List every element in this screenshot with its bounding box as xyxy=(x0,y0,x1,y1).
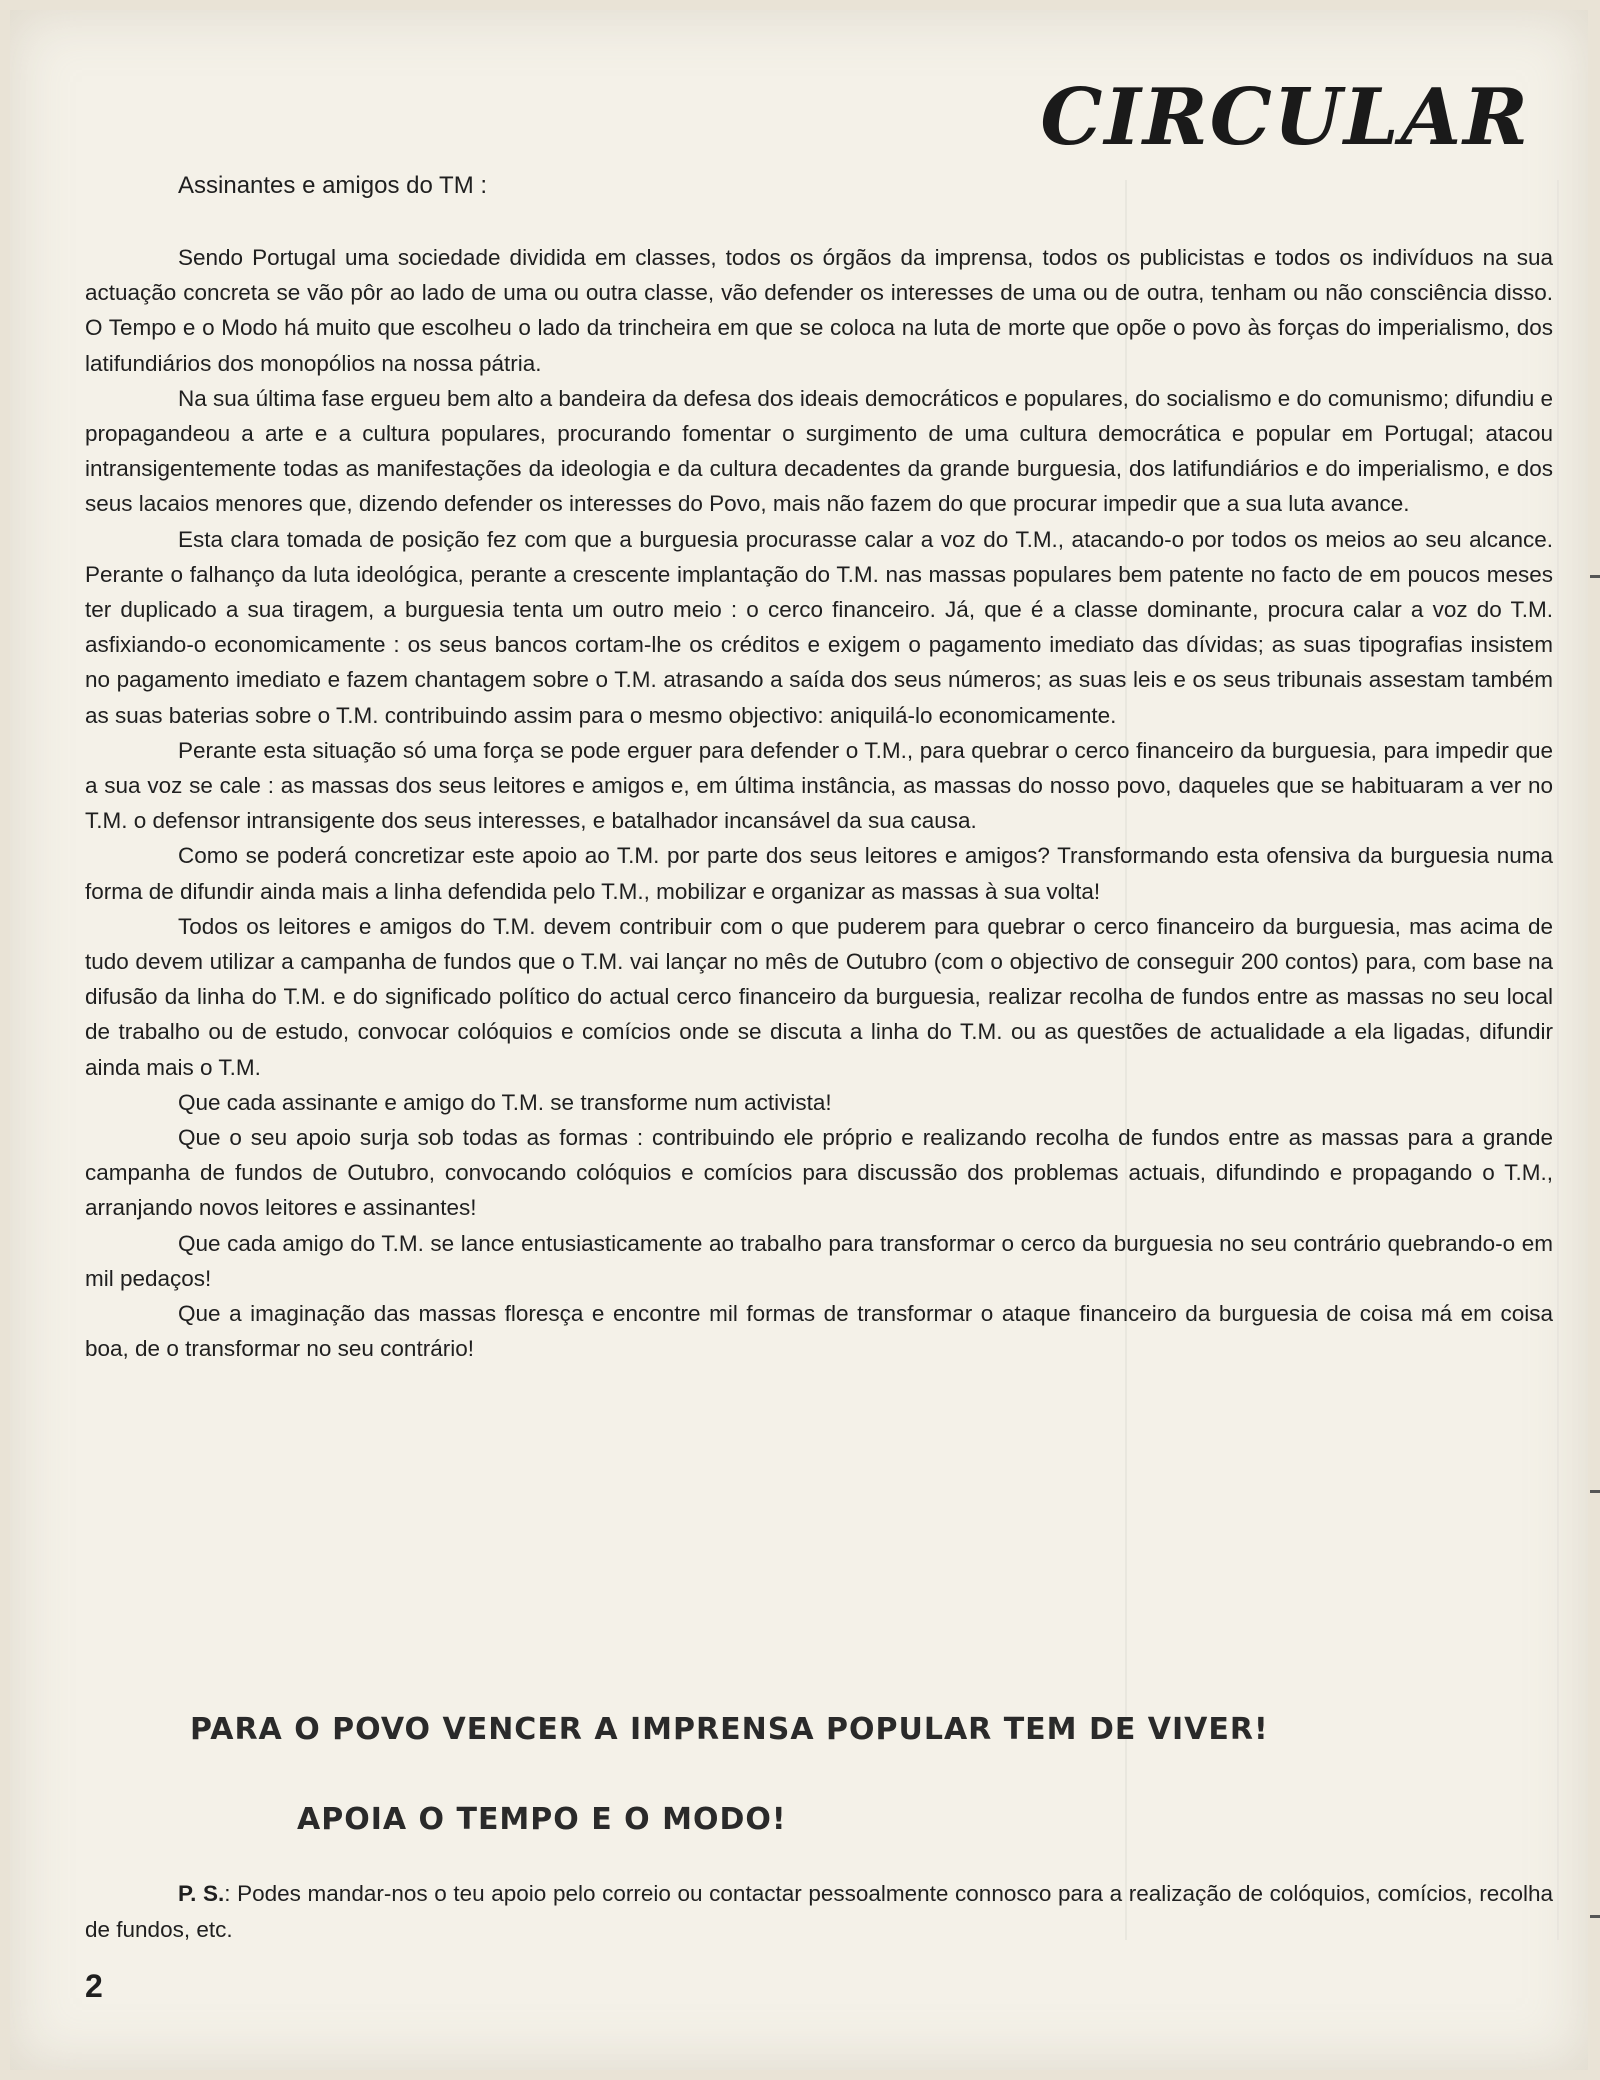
paragraph: Que a imaginação das massas floresça e encontre mil formas de transformar o ataque financeiro da burguesia de coisa má em coisa boa, de o transformar no seu contrário! xyxy=(85,1301,1553,1362)
edge-mark xyxy=(1590,1490,1600,1493)
paragraph: Sendo Portugal uma sociedade dividida em classes, todos os órgãos da imprensa, todos os publicistas e todos os indivíduos na sua actuação concreta se vão pôr ao lado de uma ou outra classe, vão defender os interesses de uma ou de outra, tenham ou não consciência disso. O Tempo e o Modo há muito que escolheu o lado da trincheira em que se coloca na luta de morte que opõe o povo às forças do imperialismo, dos latifundiários dos monopólios na nossa pátria. xyxy=(85,245,1553,376)
paragraph: Que o seu apoio surja sob todas as formas : contribuindo ele próprio e realizando recolha de fundos entre as massas para a grande campanha de fundos de Outubro, convocando colóquios e comícios para discussão dos problemas actuais, difundindo e propagando o T.M., arranjando novos leitores e assinantes! xyxy=(85,1125,1553,1221)
postscript xyxy=(85,1876,1553,1947)
paragraph: Todos os leitores e amigos do T.M. devem contribuir com o que puderem para quebrar o cerco financeiro da burguesia, mas acima de tudo devem utilizar a campanha de fundos que o T.M. vai lançar no mês de Outubro (com o objectivo de conseguir 200 contos) para, com base na difusão da linha do T.M. e do significado político do actual cerco financeiro da burguesia, realizar recolha de fundos entre as massas no seu local de trabalho ou de estudo, convocar colóquios e comícios onde se discuta a linha do T.M. ou as questões de actualidade a ela ligadas, difundir ainda mais o T.M. xyxy=(85,913,1553,1080)
slogan-headline: PARA O POVO VENCER A IMPRENSA POPULAR TEM DE VIVER! xyxy=(190,1712,1269,1747)
circular-body xyxy=(85,240,1553,1367)
paragraph: Esta clara tomada de posição fez com que a burguesia procurasse calar a voz do T.M., atacando-o por todos os meios ao seu alcance. Perante o falhanço da luta ideológica, perante a crescente implantação do T.M. nas massas populares bem patente no facto de em poucos meses ter duplicado a sua tiragem, a burguesia tenta um outro meio : o cerco financeiro. Já, que é a classe dominante, procura calar a voz do T.M. asfixiando-o economicamente : os seus bancos cortam-lhe os créditos e exigem o pagamento imediato das dívidas; as suas tipografias insistem no pagamento imediato e fazem chantagem sobre o T.M. atrasando a saída dos seus números; as suas leis e os seus tribunais assestam também as suas baterias sobre o T.M. contribuindo assim para o mesmo objectivo: aniquilá-lo economicamente. xyxy=(85,526,1553,728)
postscript-text: : Podes mandar-nos o teu apoio pelo correio ou contactar pessoalmente connosco para a realização de colóquios, comícios, recolha de fundos, etc. xyxy=(85,1881,1553,1942)
postscript-label: P. S. xyxy=(178,1881,225,1906)
edge-mark xyxy=(1590,1915,1600,1918)
slogan-subheadline: APOIA O TEMPO E O MODO! xyxy=(297,1802,787,1837)
document-page xyxy=(10,10,1588,2070)
paragraph: Como se poderá concretizar este apoio ao T.M. por parte dos seus leitores e amigos? Transformando esta ofensiva da burguesia numa forma de difundir ainda mais a linha defendida pelo T.M., mobilizar e organizar as massas à sua volta! xyxy=(85,843,1553,904)
paragraph: Que cada amigo do T.M. se lance entusiasticamente ao trabalho para transformar o cerco da burguesia no seu contrário quebrando-o em mil pedaços! xyxy=(85,1230,1553,1291)
salutation: Assinantes e amigos do TM : xyxy=(178,172,488,199)
edge-mark xyxy=(1590,575,1600,578)
page-title: CIRCULAR xyxy=(1040,72,1530,163)
page-number: 2 xyxy=(85,1968,103,2004)
paragraph: Perante esta situação só uma força se pode erguer para defender o T.M., para quebrar o cerco financeiro da burguesia, para impedir que a sua voz se cale : as massas dos seus leitores e amigos e, em última instância, as massas do nosso povo, daqueles que se habituaram a ver no T.M. o defensor intransigente dos seus interesses, e batalhador incansável da sua causa. xyxy=(85,737,1553,834)
paragraph: Que cada assinante e amigo do T.M. se transforme num activista! xyxy=(178,1089,832,1115)
paragraph: Na sua última fase ergueu bem alto a bandeira da defesa dos ideais democráticos e populares, do socialismo e do comunismo; difundiu e propagandeou a arte e a cultura populares, procurando fomentar o surgimento de uma cultura democrática e popular em Portugal; atacou intransigentemente todas as manifestações da ideologia e da cultura decadentes da grande burguesia, dos latifundiários e do imperialismo, e dos seus lacaios menores que, dizendo defender os interesses do Povo, mais não fazem do que procurar impedir que a sua luta avance. xyxy=(85,385,1553,517)
